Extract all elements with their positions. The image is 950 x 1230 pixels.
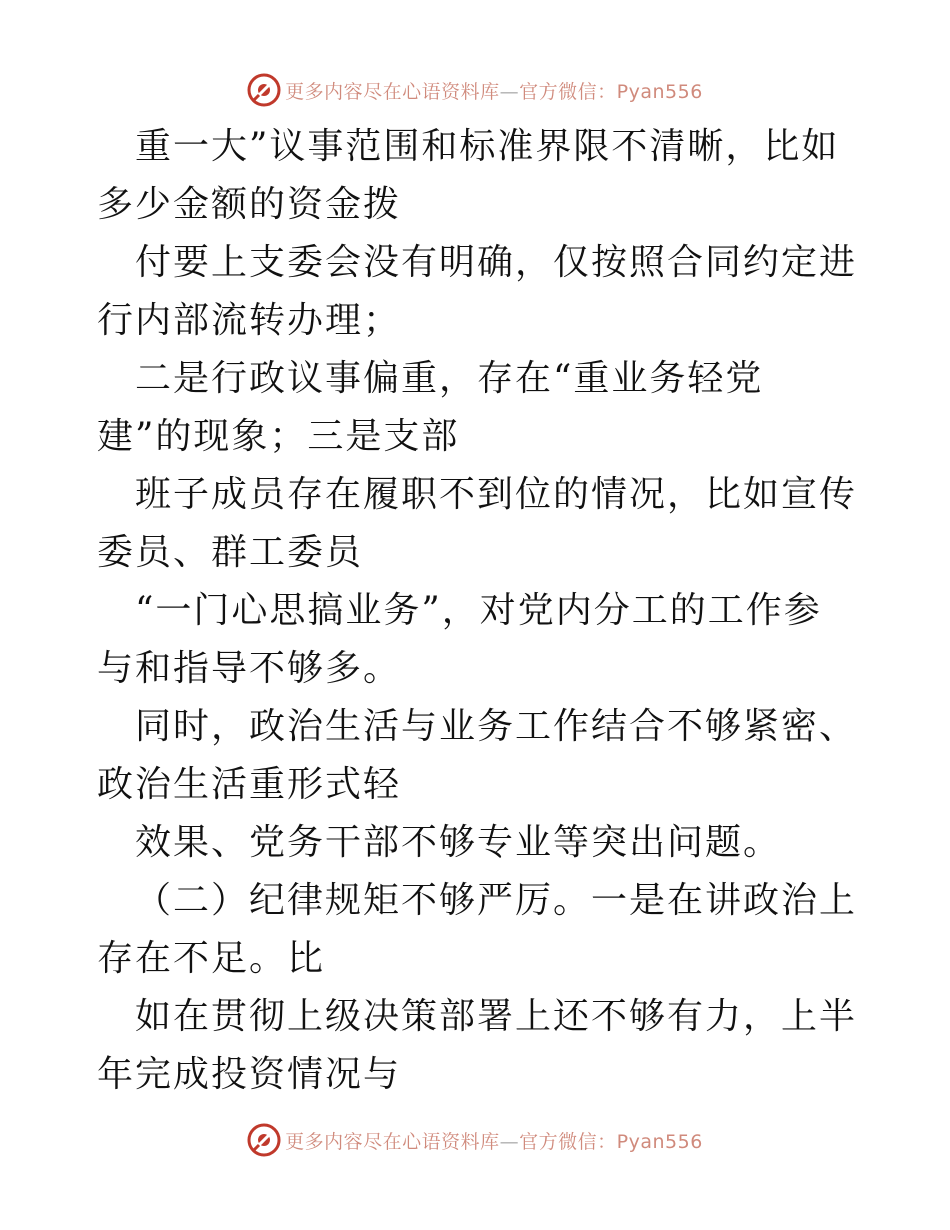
- footer-watermark: [0, 1120, 950, 1160]
- watermark-contact: 官方微信：Pyan556: [519, 80, 703, 103]
- watermark-contact: 官方微信：Pyan556: [519, 1130, 703, 1153]
- watermark-site: 更多内容尽在心语资料库: [285, 80, 500, 103]
- watermark-site: 更多内容尽在心语资料库: [285, 1130, 500, 1153]
- paragraph: 重一大”议事范围和标准界限不清晰，比如多少金额的资金拨: [97, 126, 840, 225]
- paragraph: 付要上支委会没有明确，仅按照合同约定进行内部流转办理；: [97, 242, 858, 341]
- watermark-text: [285, 1127, 703, 1154]
- watermark-separator: —: [499, 1130, 520, 1153]
- logo-icon: [247, 1123, 281, 1157]
- logo-icon: [247, 73, 281, 107]
- paragraph: （二）纪律规矩不够严厉。一是在讲政治上存在不足。比: [97, 880, 858, 979]
- paragraph: 效果、党务干部不够专业等突出问题。: [135, 822, 782, 863]
- paragraph: 同时，政治生活与业务工作结合不够紧密、政治生活重形式轻: [97, 706, 858, 805]
- paragraph: 如在贯彻上级决策部署上还不够有力，上半年完成投资情况与: [97, 996, 858, 1095]
- paragraph: 二是行政议事偏重，存在“重业务轻党建”的现象；三是支部: [97, 358, 764, 457]
- header-watermark: [0, 70, 950, 110]
- document-body: [97, 118, 857, 1104]
- paragraph: “一门心思搞业务”，对党内分工的工作参与和指导不够多。: [97, 590, 822, 689]
- watermark-separator: —: [499, 80, 520, 103]
- paragraph: 班子成员存在履职不到位的情况，比如宣传委员、群工委员: [97, 474, 858, 573]
- watermark-text: [285, 77, 703, 104]
